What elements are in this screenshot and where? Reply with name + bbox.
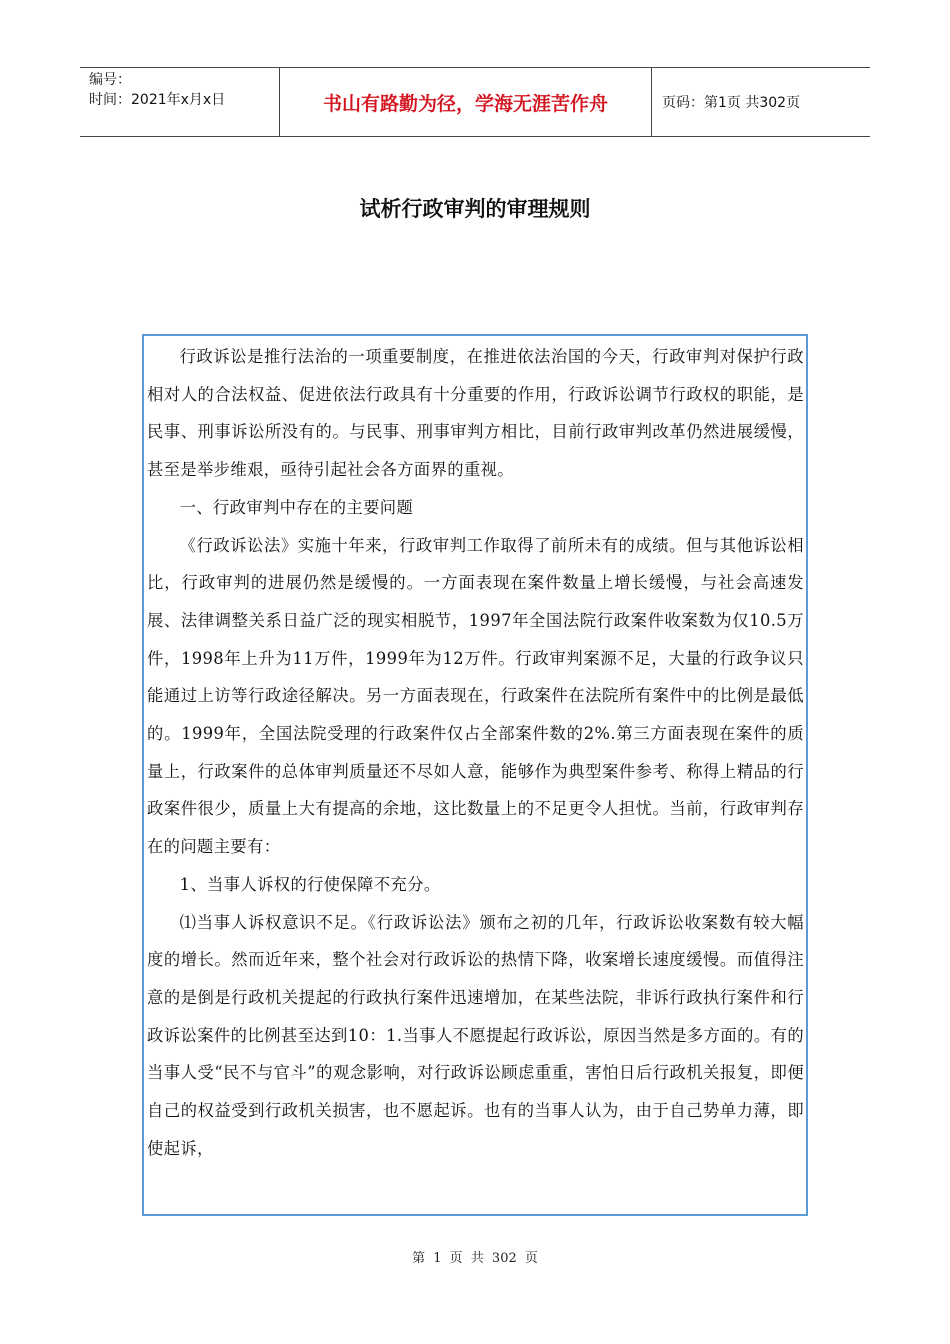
header-motto: 书山有路勤为径，学海无涯苦作舟 xyxy=(280,68,652,136)
page-header xyxy=(80,67,870,137)
page-footer: 第 1 页 共 302 页 xyxy=(412,1251,538,1266)
subsection-heading: 1、当事人诉权的行使保障不充分。 xyxy=(179,874,441,894)
header-page-info: 页码：第1页 共302页 xyxy=(662,95,801,111)
document-body-frame xyxy=(142,334,808,1216)
section-heading: 一、行政审判中存在的主要问题 xyxy=(179,497,414,517)
document-number-label: 编号： xyxy=(89,72,131,88)
document-date-label: 时间：2021年x月x日 xyxy=(89,92,226,108)
header-meta xyxy=(80,68,280,136)
body-paragraph: 《行政诉讼法》实施十年来，行政审判工作取得了前所未有的成绩。但与其他诉讼相比，行政审判的进展仍然是缓慢的。一方面表现在案件数量上增长缓慢，与社会高速发展、法律调整关系日益广泛的现实相脱节，1997年全国法院行政案件收案数为仅10.5万件，1998年上升为11万件，1999年为12万件。行政审判案源不足，大量的行政争议只能通过上访等行政途径解决。另一方面表现在，行政案件在法院所有案件中的比例是最低的。1999年，全国法院受理的行政案件仅占全部案件数的2%.第三方面表现在案件的质量上，行政案件的总体审判质量还不尽如人意，能够作为典型案件参考、称得上精品的行政案件很少，质量上大有提高的余地，这比数量上的不足更令人担忧。当前，行政审判存在的问题主要有： xyxy=(147,535,804,857)
document-body xyxy=(144,336,806,1167)
body-paragraph: 行政诉讼是推行法治的一项重要制度，在推进依法治国的今天，行政审判对保护行政相对人的合法权益、促进依法行政具有十分重要的作用，行政诉讼调节行政权的职能，是民事、刑事诉讼所没有的。与民事、刑事审判方相比，目前行政审判改革仍然进展缓慢，甚至是举步维艰，亟待引起社会各方面界的重视。 xyxy=(147,347,804,480)
document-title: 试析行政审判的审理规则 xyxy=(359,197,591,221)
body-paragraph: ⑴当事人诉权意识不足。《行政诉讼法》颁布之初的几年，行政诉讼收案数有较大幅度的增长。然而近年来，整个社会对行政诉讼的热情下降，收案增长速度缓慢。而值得注意的是倒是行政机关提起的行政执行案件迅速增加，在某些法院，非诉行政执行案件和行政诉讼案件的比例甚至达到10：1.当事人不愿提起行政诉讼，原因当然是多方面的。有的当事人受“民不与官斗”的观念影响，对行政诉讼顾虑重重，害怕日后行政机关报复，即便自己的权益受到行政机关损害，也不愿起诉。也有的当事人认为，由于自己势单力薄，即使起诉， xyxy=(147,912,804,1158)
